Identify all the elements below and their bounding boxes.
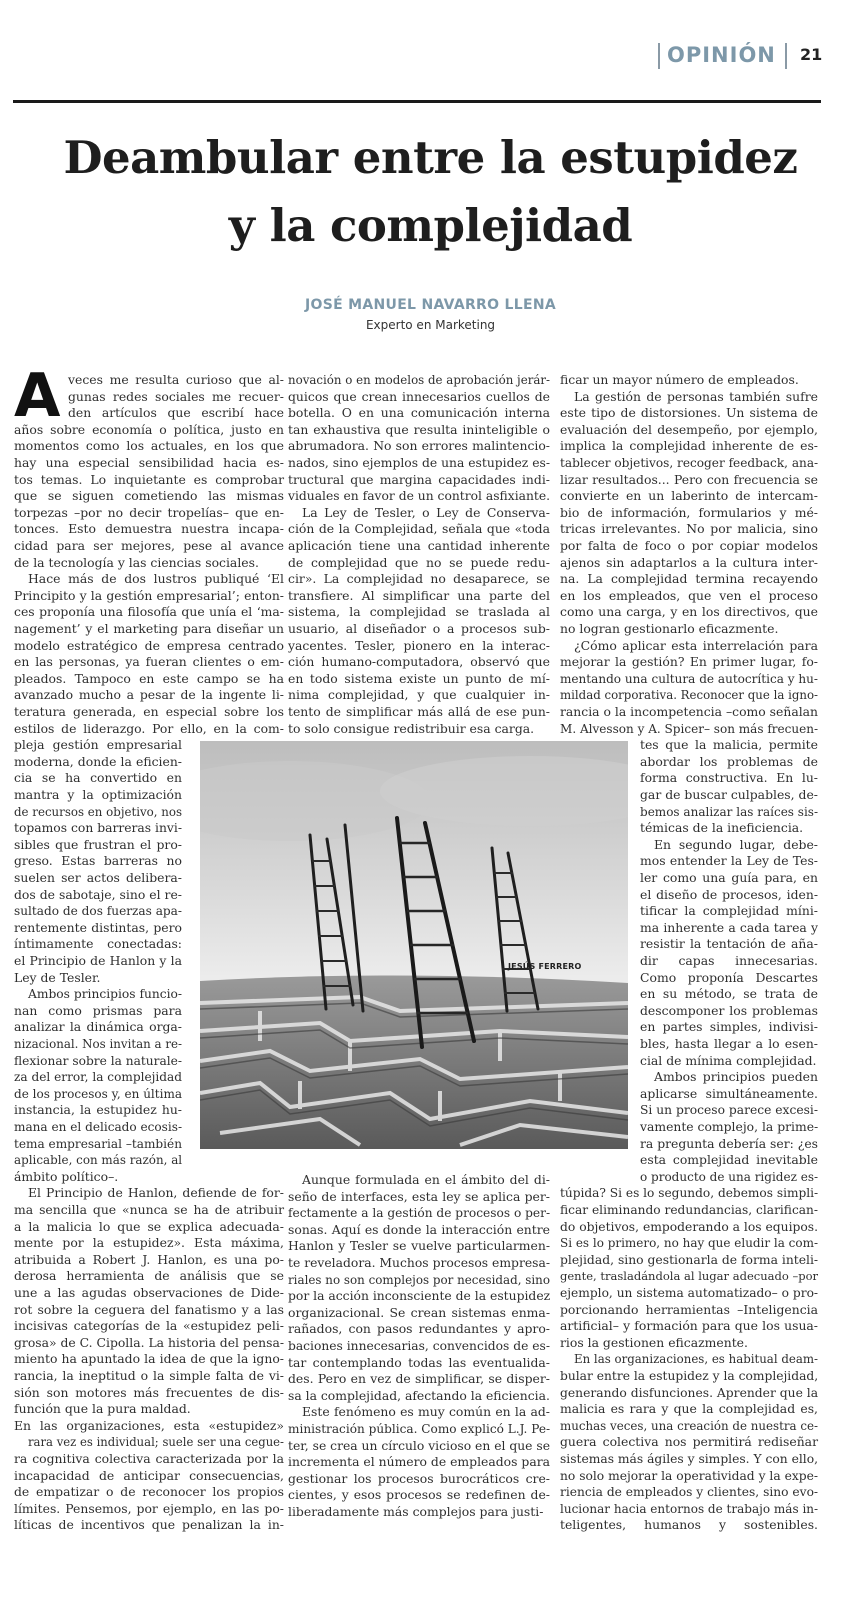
text-line: botella. O en una comunicación interna [288,405,550,421]
text-line: Este fenómeno es muy común en la ad- [302,1404,550,1420]
text-line: atribuida a Robert J. Hanlon, es una po- [14,1251,284,1267]
text-line: torpezas –por no decir tropelías– que en- [14,504,284,520]
text-line: tricas irrelevantes. No por malicia, sino [560,521,818,537]
text-line: organizacional. Se crean sistemas enma- [288,1304,550,1320]
text-line: La gestión de personas también sufre [574,388,818,404]
text-line: porcionando herramientas –Inteligencia [560,1301,818,1317]
text-line: greso. Estas barreras no [14,853,182,869]
text-line: ces proponía una filosofía que unía el ‘ma- [14,604,284,620]
text-line: quicos que crean innecesarios cuellos de [288,388,550,404]
text-line: flexionar sobre la naturale- [14,1053,183,1068]
text-line: M. Alvesson y A. Spicer– son más frecuen- [560,721,819,736]
text-line: líticas de incentivos que penalizan la in- [14,1517,284,1533]
text-line: Hanlon y Tesler se vuelve particularmen- [288,1238,550,1254]
headline-line-1: Deambular entre la estupidez [63,131,798,184]
text-line: En las organizaciones, es habitual deam- [574,1352,818,1367]
text-line: de los procesos y, en última [14,1086,182,1101]
text-line: de empatizar o de reconocer los propios [14,1484,284,1500]
text-line: rancia, la ineptitud o la simple falta de vi- [14,1368,284,1383]
text-line: en su método, se trata de [640,986,818,1002]
text-line: usuario, al diseñador o a procesos sub- [288,621,550,636]
text-line: tonces. Esto demuestra nuestra incapa- [14,521,284,537]
text-line: instancia, la estupidez hu- [14,1102,182,1118]
text-line: ficar un mayor número de empleados. [560,372,799,387]
text-line: rot sobre la ceguera del fanatismo y a las [14,1301,284,1317]
text-line: en las personas, ya fueran clientes o em- [14,654,284,670]
text-line: sa la complejidad, afectando la eficiencia. [288,1388,550,1403]
text-line: teligentes, humanos y sostenibles. [560,1517,818,1533]
text-line: tablecer objetivos, recoger feedback, ana- [560,456,819,470]
text-line: novación o en modelos de aprobación jerár- [288,373,550,387]
text-line: cia se ha convertido en [14,770,182,786]
text-line: ter, se crea un círculo vicioso en el que se [288,1438,551,1453]
text-line: bio de información, formularios y mé- [560,504,818,520]
text-line: Como proponía Descartes [640,969,818,985]
text-line: na. La complejidad termina recayendo [560,571,818,587]
text-line: Si es lo primero, no hay que eludir la com- [560,1236,818,1251]
text-line: modelo estratégico de empresa centrado [14,637,284,653]
text-line: gente, trasladándola al lugar adecuado –por [560,1269,819,1284]
text-line: rentemente distintas, pero [14,919,182,935]
text-line: do objetivos, empoderando a los equipos. [560,1219,818,1234]
text-line: no logran gestionarlo eficazmente. [560,621,779,636]
text-line: mentando una cultura de autocrítica y hu- [560,671,818,686]
text-line: sión son motores más frecuentes de dis- [14,1384,284,1400]
text-line: implica la complejidad inherente de es- [560,438,818,454]
text-line: nagement’ y el marketing para diseñar un [14,621,284,636]
text-line: abordar los problemas de [640,753,818,769]
section-divider-right [785,43,787,69]
text-line: lucionar hacia entornos de trabajo más in- [560,1501,819,1516]
text-line: Ley de Tesler. [14,969,101,985]
text-line: cir». La complejidad no desaparece, se [288,571,550,587]
text-line: dos de sabotaje, sino el re- [14,886,182,902]
text-line: En las organizaciones, esta «estupidez» [14,1417,284,1433]
text-line: ma inherente a cada tarea y [640,919,818,935]
text-line: za del error, la complejidad [14,1070,182,1085]
text-line: cidad para ser mejores, pese al avance [14,538,284,553]
text-line: ción de la Complejidad, señala que «toda [288,521,550,537]
text-line: mente por la estupidez». Esta máxima, [14,1235,284,1251]
headline-line-2: y la complejidad [228,199,633,252]
text-line: nados, sino ejemplos de una estupidez es- [288,456,550,470]
section-divider-left [658,43,660,69]
text-line: sistema, la complejidad se traslada al [288,604,550,620]
text-line: riencia de empleados y clientes, sino evo- [560,1485,819,1500]
article-illustration [200,741,628,1149]
text-line: vamente complejo, la prime- [640,1120,819,1134]
text-line: por la acción inconsciente de la estupidez [288,1289,551,1304]
text-line: baciones innecesarias, convencidos de es- [288,1339,550,1353]
text-line: témicas de la ineficiencia. [640,820,804,836]
text-line: íntimamente conectadas: [14,936,182,952]
text-line: gar de buscar culpables, de- [640,787,818,802]
text-line: ra pregunta debería ser: ¿es [640,1136,818,1151]
text-line: abrumadora. No son errores malintencio- [288,438,550,454]
text-line: te reveladora. Muchos procesos empresa- [288,1256,551,1270]
text-line: pleados. Tampoco en este campo se ha [14,670,284,686]
text-line: den artículos que escribí hace [68,405,284,421]
text-line: resistir la tentación de aña- [640,936,818,952]
text-line: miento ha apuntado la idea de que la igno- [14,1351,284,1367]
text-line: Si un proceso parece excesi- [640,1103,818,1118]
text-line: to solo consigue redistribuir esa carga. [288,720,535,736]
text-line: cientes, y esos procesos se redefinen de- [288,1487,550,1503]
text-line: de recursos en objetivo, nos [14,804,183,819]
text-line: ler como una guía para, en [640,870,818,885]
text-line: a la malicia lo que se explica adecuada- [14,1218,284,1234]
text-line: grosa» de C. Cipolla. La historia del pensa- [14,1335,284,1350]
text-line: yacentes. Tesler, pionero en la interac- [288,637,550,653]
page-number: 21 [800,45,823,64]
text-line: descomponer los problemas [640,1002,818,1018]
text-line: nizacional. Nos invitan a re- [14,1037,182,1051]
text-line: dir capas innecesarias. [640,953,818,968]
text-line: plejidad, sino gestionarla de forma inteli- [560,1252,819,1267]
text-line: incrementa el número de empleados para [288,1455,550,1470]
text-line: artificial– y formación para que los usua- [560,1318,818,1334]
author-role: Experto en Marketing [365,318,496,332]
text-line: riales no son complejos por necesidad, sino [288,1272,550,1287]
text-line: años sobre economía o política, justo en [14,421,284,437]
text-line: nima complejidad, y que cualquier in- [288,687,550,703]
text-line: que se siguen cometiendo las mismas [14,488,284,504]
text-line: gestionar los procesos burocráticos cre- [288,1470,550,1486]
text-line: ¿Cómo aplicar esta interrelación para [574,637,818,653]
drop-cap: A [14,361,61,431]
text-line: túpida? Si es lo segundo, debemos simpli- [560,1186,819,1201]
text-line: aplicable, con más razón, al [14,1153,183,1168]
text-line: La Ley de Tesler, o Ley de Conserva- [302,504,550,520]
text-line: en los empleados, que ven el proceso [560,587,818,603]
text-line: como una carga, y en los directivos, que [560,604,818,620]
text-line: forma constructiva. En lu- [640,770,818,786]
text-line: ministración pública. Como explicó L.J. Pe- [288,1422,551,1436]
text-line: tificar la complejidad míni- [640,903,818,919]
text-line: Hace más de dos lustros publiqué ‘El [28,571,284,587]
photo-credit: JESÚS FERRERO [508,962,582,971]
text-line: tes que la malicia, permite [640,737,818,753]
text-line: mana en el delicado ecosis- [14,1120,183,1134]
text-line: hay una especial sensibilidad hacia es- [14,455,284,470]
text-line: este tipo de distorsiones. Un sistema de [560,405,818,421]
text-line: ficar eliminando redundancias, clarifican- [560,1203,819,1217]
text-line: lizar resultados... Pero con frecuencia se [560,471,818,487]
ladders-maze-illustration [200,741,628,1149]
text-line: une a las agudas observaciones de Dide- [14,1285,284,1300]
text-line: En segundo lugar, debe- [654,836,818,852]
text-line: El Principio de Hanlon, defiende de for- [28,1185,284,1201]
text-line: tar contemplando todas las eventualida- [288,1354,550,1370]
text-line: o producto de una rigidez es- [640,1169,819,1184]
text-line: Ambos principios funcio- [28,987,183,1002]
text-line: por falta de foco o por copiar modelos [560,538,818,553]
text-line: Ambos principios pueden [654,1069,818,1085]
text-line: veces me resulta curioso que al- [68,372,284,387]
text-line: viduales en favor de un control asfixiante. [288,489,551,504]
text-line: avanzado mucho a pesar de la ingente li- [14,687,284,703]
text-line: rañados, con pasos redundantes y apro- [288,1321,550,1337]
text-line: sultado de dos fuerzas apa- [14,904,182,919]
text-line: de la tecnología y las ciencias sociales. [14,554,259,570]
text-line: en todo sistema existe un punto de mí- [288,670,550,686]
text-line: tan exhaustiva que resulta ininteligible o [288,421,550,437]
text-line: incapacidad de anticipar consecuencias, [14,1467,284,1483]
text-line: de complejidad que no se puede redu- [288,554,550,570]
text-line: tento de simplificar más allá de ese pun- [288,704,550,719]
text-line: mejorar la gestión? En primer lugar, fo- [560,654,818,670]
text-line: evaluación del desempeño, por ejemplo, [560,421,818,437]
text-line: ción humano-computadora, observó que [288,654,550,670]
text-line: Aunque formulada en el ámbito del di- [302,1172,550,1187]
text-line: estilos de liderazgo. Por ello, en la com- [14,720,284,736]
text-line: en partes simples, indivisi- [640,1019,818,1035]
text-line: topamos con barreras invi- [14,821,182,836]
text-line: analizar la dinámica orga- [14,1019,182,1035]
text-line: momentos como los actuales, en los que [14,438,284,454]
text-line: ámbito político–. [14,1168,119,1184]
text-line: suelen ser actos delibera- [14,870,182,885]
text-line: mos entender la Ley de Tes- [640,853,818,869]
text-line: límites. Pensemos, por ejemplo, en las po- [14,1500,284,1516]
text-line: sibles que frustran el pro- [14,836,182,852]
text-line: muchas veces, una creación de nuestra ce- [560,1418,818,1433]
text-line: incisivas categorías de la «estupidez peli- [14,1318,284,1334]
text-line: tema empresarial –también [14,1136,182,1151]
text-line: bular entre la estupidez y la complejidad, [560,1369,819,1383]
text-line: función que la pura maldad. [14,1401,191,1417]
text-line: sonas. Aquí es donde la interacción entre [288,1221,550,1237]
text-line: fectamente a la gestión de procesos o per- [288,1206,551,1221]
text-line: teratura generada, en especial sobre los [14,704,284,719]
text-line: nan como prismas para [14,1002,182,1018]
text-line: sistemas más ágiles y simples. Y con ello, [560,1452,819,1466]
text-line: liberadamente más complejos para justi- [288,1504,544,1519]
text-line: generando disfunciones. Aprender que la [560,1385,819,1400]
text-line: esta complejidad inevitable [640,1152,818,1168]
text-line: ejemplo, un sistema automatizado– o pro- [560,1286,819,1300]
text-line: tos temas. Lo inquietante es comprobar [14,471,284,487]
text-line: seño de interfaces, esta ley se aplica per- [288,1188,550,1204]
text-line: mildad corporativa. Reconocer que la igno- [560,688,819,703]
text-line: el diseño de procesos, iden- [640,886,818,902]
text-line: rios la gestionen eficazmente. [560,1334,748,1350]
text-line: ra cognitiva colectiva caracterizada por la [14,1451,284,1466]
text-line: aplicación tiene una cantidad inherente [288,538,550,553]
text-line: des. Pero en vez de simplificar, se disper- [288,1371,550,1387]
text-line: pleja gestión empresarial [14,737,182,753]
text-line: el Principio de Hanlon y la [14,953,182,968]
text-line: cial de mínima complejidad. [640,1052,817,1068]
text-line: gunas redes sociales me recuer- [68,388,284,404]
section-label: OPINIÓN [667,43,776,67]
text-line: no solo mejorar la operatividad y la expe- [560,1468,818,1483]
text-line: bles, hasta llegar a lo esen- [640,1036,818,1051]
text-line: malicia es rara y que la complejidad es, [560,1401,818,1417]
text-line: derosa herramienta de análisis que se [14,1268,284,1284]
text-line: guera colectiva nos permitirá rediseñar [560,1434,818,1450]
text-line: ma sencilla que «nunca se ha de atribuir [14,1202,284,1217]
text-line: ajenos sin adaptarlos a la cultura inter- [560,554,818,570]
text-line: aplicarse simultáneamente. [640,1085,818,1101]
text-line: mantra y la optimización [14,787,182,802]
header-rule [13,100,821,103]
text-line: bemos analizar las raíces sis- [640,804,819,819]
text-line: convierte en un laberinto de intercam- [560,488,818,504]
author-name: JOSÉ MANUEL NAVARRO LLENA [305,297,556,313]
text-line: rancia o la incompetencia –como señalan [560,704,818,719]
text-line: Principito y la gestión empresarial’; enton- [14,587,284,603]
text-line: tructural que margina capacidades indi- [288,471,550,487]
text-line: rara vez es individual; suele ser una cegue- [28,1435,284,1450]
text-line: moderna, donde la eficien- [14,753,182,769]
text-line: transfiere. Al simplificar una parte del [288,587,550,603]
